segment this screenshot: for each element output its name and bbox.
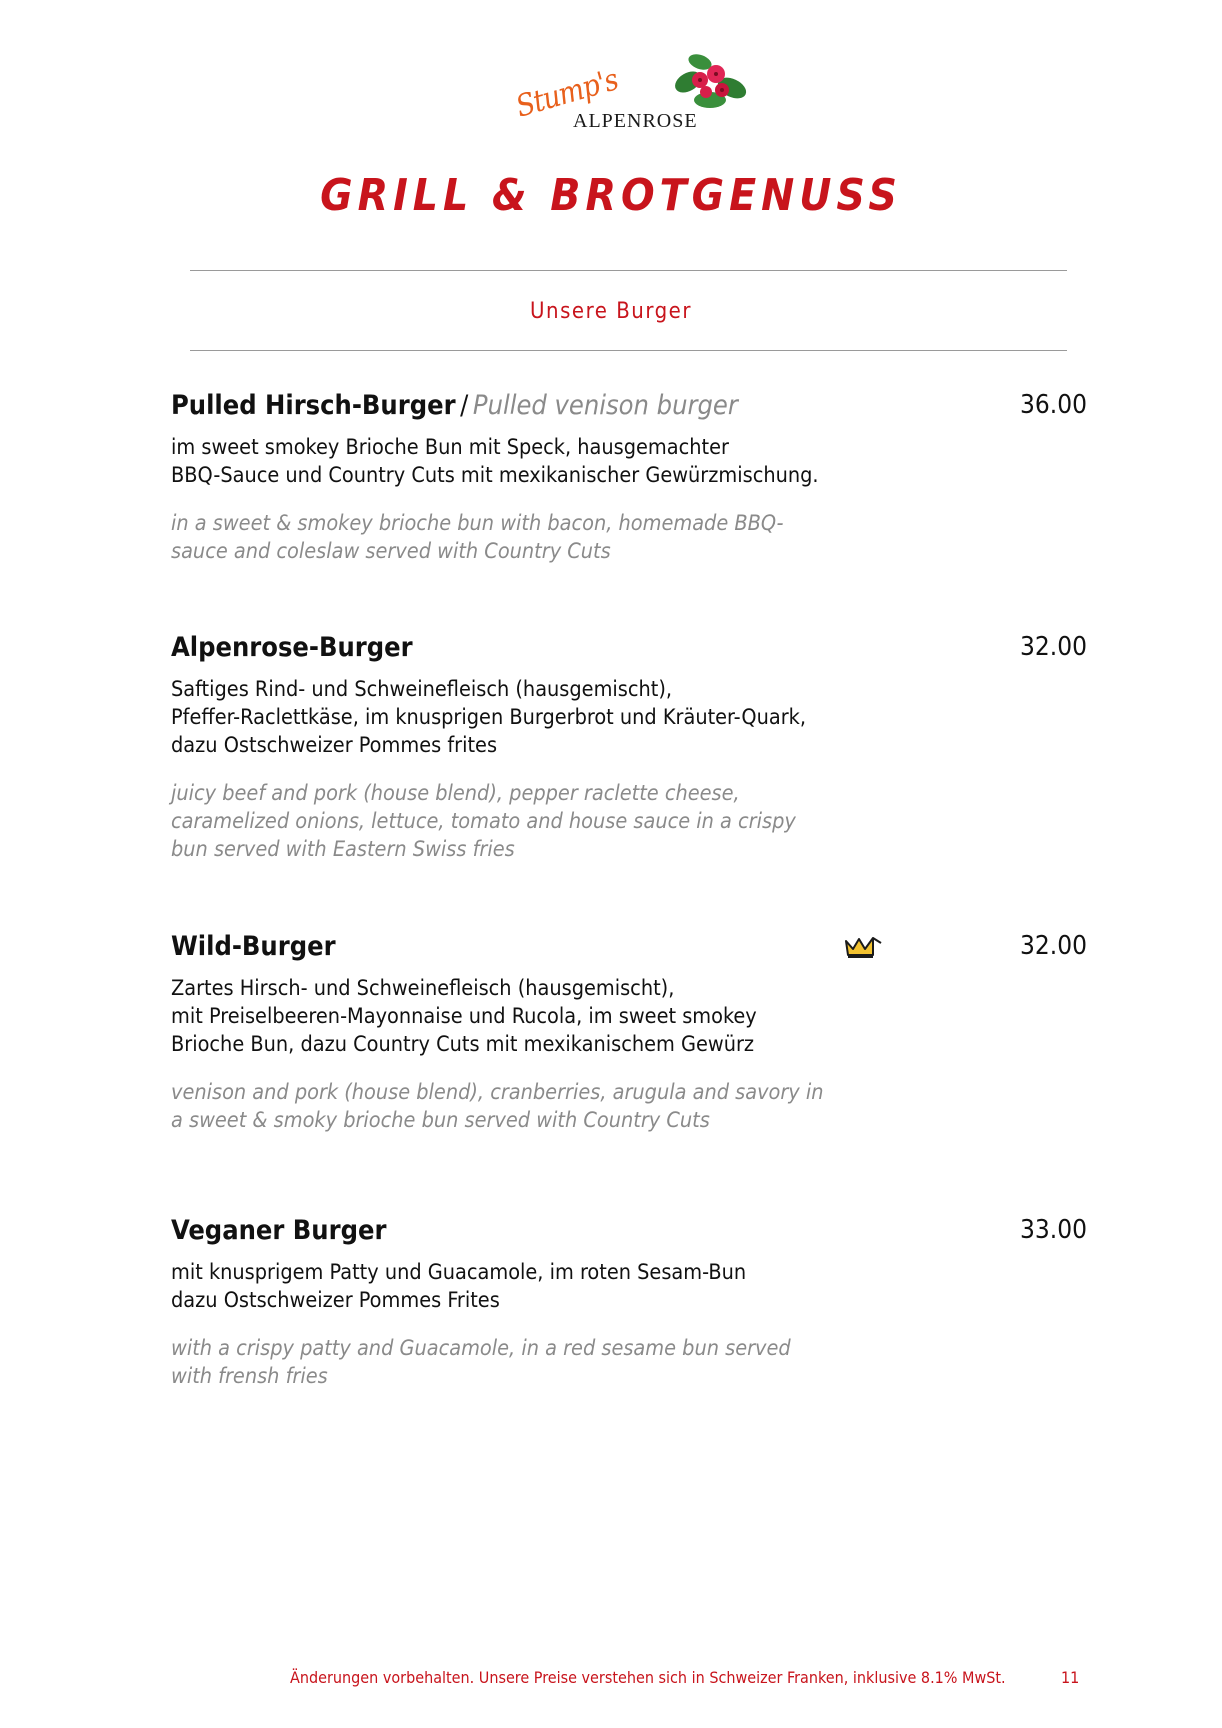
crown-icon (843, 935, 885, 961)
description-line: with a crispy patty and Guacamole, in a red sesame bun served (171, 1336, 791, 1361)
menu-item-name: Pulled Hirsch-Burger (171, 390, 456, 421)
description-line: bun served with Eastern Swiss fries (171, 837, 515, 862)
menu-item-name-english: Pulled venison burger (472, 390, 738, 421)
description-line: a sweet & smoky brioche bun served with Country Cuts (171, 1108, 710, 1133)
logo-word-text: ALPENROSE (573, 110, 698, 132)
footer-note: Änderungen vorbehalten. Unsere Preise verstehen sich in Schweizer Franken, inklusive 8.1% MwSt. (290, 1668, 1006, 1687)
divider-bottom (190, 350, 1067, 351)
description-line: mit knusprigem Patty und Guacamole, im roten Sesam-Bun (171, 1260, 747, 1285)
description-line: dazu Ostschweizer Pommes frites (171, 733, 498, 758)
menu-item-price: 32.00 (1020, 931, 1087, 961)
menu-item-name: Wild-Burger (171, 931, 336, 962)
description-line: Zartes Hirsch- und Schweinefleisch (hausgemischt), (171, 976, 675, 1001)
description-english (171, 1079, 851, 1135)
menu-item-price: 33.00 (1020, 1215, 1087, 1245)
menu-item-header (171, 632, 1087, 668)
menu-item (171, 1215, 1087, 1391)
description-german (171, 1259, 851, 1315)
description-english (171, 1335, 851, 1391)
restaurant-logo (512, 52, 750, 140)
description-line: Pfeffer-Raclettkäse, im knusprigen Burgerbrot und Kräuter-Quark, (171, 705, 807, 730)
description-line: in a sweet & smokey brioche bun with bacon, homemade BBQ- (171, 511, 784, 536)
description-english (171, 780, 851, 864)
description-german (171, 434, 851, 490)
description-line: im sweet smokey Brioche Bun mit Speck, hausgemachter (171, 435, 729, 460)
description-line: with frensh fries (171, 1364, 328, 1389)
description-german (171, 676, 851, 760)
menu-item-header (171, 931, 1087, 967)
description-line: mit Preiselbeeren-Mayonnaise und Rucola, im sweet smokey (171, 1004, 757, 1029)
divider-top (190, 270, 1067, 271)
section-subtitle: Unsere Burger (530, 299, 692, 324)
description-english (171, 510, 851, 566)
page-title: GRILL & BROTGENUSS (320, 170, 902, 221)
description-line: sauce and coleslaw served with Country Cuts (171, 539, 611, 564)
menu-item-price: 36.00 (1020, 390, 1087, 420)
menu-item-price: 32.00 (1020, 632, 1087, 662)
name-separator: / (460, 390, 469, 421)
description-german (171, 975, 851, 1059)
menu-item (171, 390, 1087, 566)
description-line: caramelized onions, lettuce, tomato and house sauce in a crispy (171, 809, 796, 834)
logo-wordmark (573, 110, 698, 133)
description-line: juicy beef and pork (house blend), pepper raclette cheese, (171, 781, 740, 806)
description-line: BBQ-Sauce und Country Cuts mit mexikanischer Gewürzmischung. (171, 463, 819, 488)
description-line: venison and pork (house blend), cranberries, arugula and savory in (171, 1080, 824, 1105)
menu-item-name: Alpenrose-Burger (171, 632, 413, 663)
description-line: Saftiges Rind- und Schweinefleisch (hausgemischt), (171, 677, 673, 702)
alpenrose-flower-icon (670, 52, 750, 112)
menu-item (171, 931, 1087, 1135)
page-number: 11 (1061, 1668, 1080, 1687)
menu-item (171, 632, 1087, 864)
menu-item-header (171, 1215, 1087, 1251)
logo-script-text: Stump's (512, 62, 622, 125)
menu-item-name: Veganer Burger (171, 1215, 387, 1246)
description-line: dazu Ostschweizer Pommes Frites (171, 1288, 500, 1313)
menu-item-header (171, 390, 1087, 426)
description-line: Brioche Bun, dazu Country Cuts mit mexikanischem Gewürz (171, 1032, 755, 1057)
